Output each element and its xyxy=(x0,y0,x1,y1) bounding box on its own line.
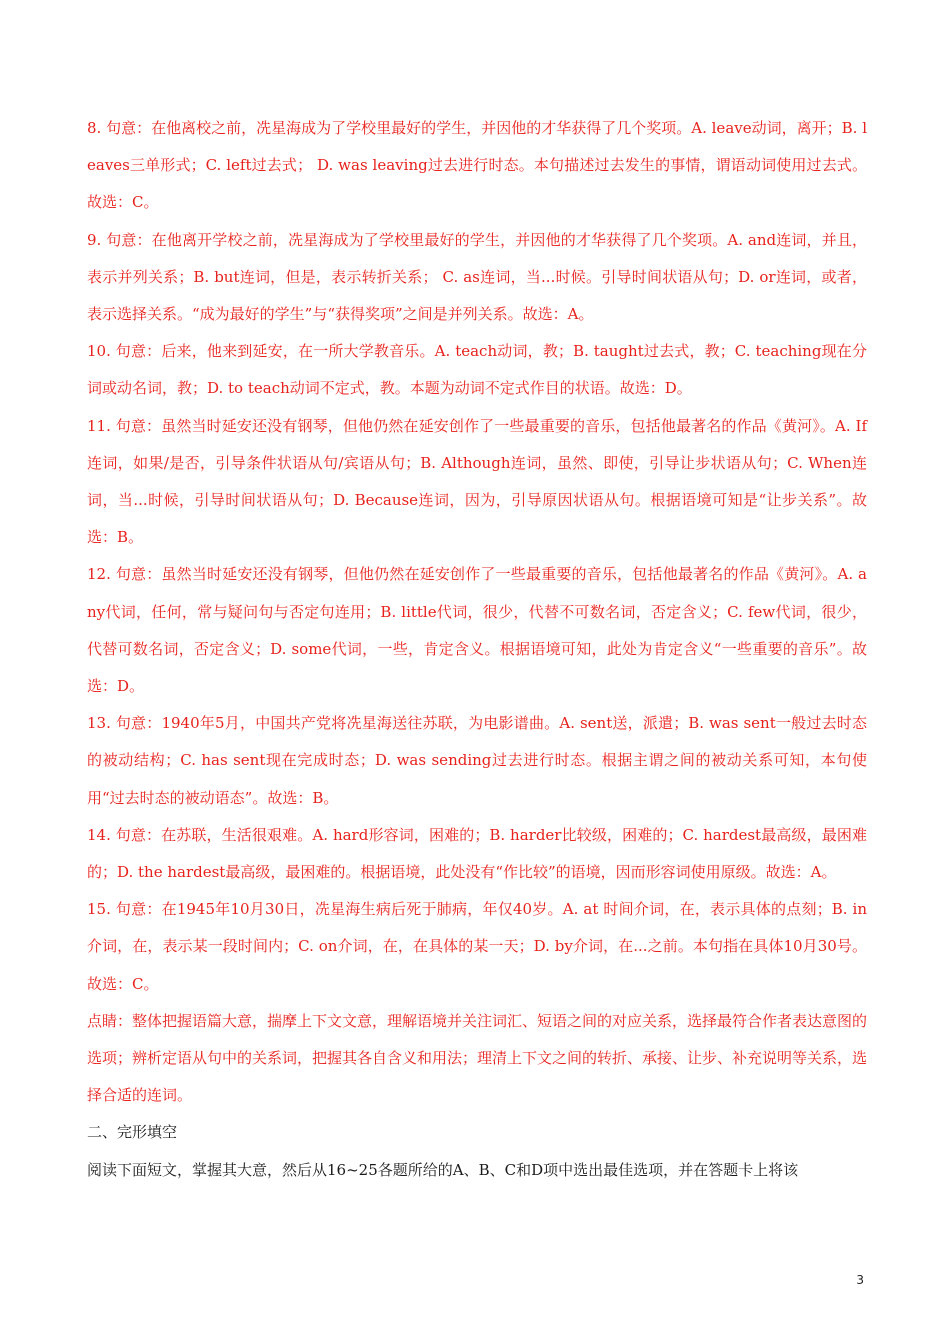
explanation-q15: 15. 句意：在1945年10月30日，冼星海生病后死于肺病，年仅40岁。A. at 时间介词，在，表示具体的点刻；B. in介词，在，表示某一段时间内；C. on介词，在，在具体的某一天；D. by介词，在...之前。本句指在具体10月30号。故选：C。 xyxy=(87,900,867,993)
page-content xyxy=(87,110,867,1189)
explanation-q9: 9. 句意：在他离开学校之前，冼星海成为了学校里最好的学生，并因他的才华获得了几个奖项。A. and连词，并且，表示并列关系；B. but连词，但是，表示转折关系； C. as连词，当...时候。引导时间状语从句；D. or连词，或者，表示选择关系。“成为最好的学生”与“获得奖项”之间是并列关系。故选：A。 xyxy=(87,230,867,324)
explanation-q10: 10. 句意：后来，他来到延安，在一所大学教音乐。A. teach动词，教；B. taught过去式，教；C. teaching现在分词或动名词，教；D. to teach动词不定式，教。本题为动词不定式作目的状语。故选：D。 xyxy=(87,342,867,398)
explanation-q11: 11. 句意：虽然当时延安还没有钢琴，但他仍然在延安创作了一些最重要的音乐，包括他最著名的作品《黄河》。A. If 连词，如果/是否，引导条件状语从句/宾语从句；B. Although连词，虽然、即使，引导让步状语从句；C. When连词，当...时候，引导时间状语从句；D. Because连词，因为，引导原因状语从句。根据语境可知是“让步关系”。故选：B。 xyxy=(87,416,867,547)
explanation-q8: 8. 句意：在他离校之前，冼星海成为了学校里最好的学生，并因他的才华获得了几个奖项。A. leave动词，离开；B. leaves三单形式；C. left过去式； D. was leaving过去进行时态。本句描述过去发生的事情，谓语动词使用过去式。故选：C。 xyxy=(87,119,867,212)
page-number: 3 xyxy=(856,1273,864,1287)
explanation-q12: 12. 句意：虽然当时延安还没有钢琴，但他仍然在延安创作了一些最重要的音乐，包括他最著名的作品《黄河》。A. any代词，任何，常与疑问句与否定句连用；B. little代词，很少，代替不可数名词，否定含义；C. few代词，很少，代替可数名词，否定含义；D. some代词，一些，肯定含义。根据语境可知，此处为肯定含义“一些重要的音乐”。故选：D。 xyxy=(87,565,867,696)
key-points-note: 点睛：整体把握语篇大意，揣摩上下文文意，理解语境并关注词汇、短语之间的对应关系，选择最符合作者表达意图的选项；辨析定语从句中的关系词，把握其各自含义和用法；理清上下文之间的转折、承接、让步、补充说明等关系，选择合适的连词。 xyxy=(87,1011,868,1105)
cloze-instructions: 阅读下面短文，掌握其大意，然后从16~25各题所给的A、B、C和D项中选出最佳选项，并在答题卡上将该 xyxy=(87,1160,799,1179)
section-heading: 二、完形填空 xyxy=(87,1123,178,1142)
explanation-q14: 14. 句意：在苏联，生活很艰难。A. hard形容词，困难的；B. harder比较级，困难的；C. hardest最高级，最困难的；D. the hardest最高级，最困难的。根据语境，此处没有“作比较”的语境，因而形容词使用原级。故选：A。 xyxy=(87,825,867,882)
explanation-q13: 13. 句意：1940年5月，中国共产党将冼星海送往苏联，为电影谱曲。A. sent送，派遣；B. was sent一般过去时态的被动结构；C. has sent现在完成时态；D. was sending过去进行时态。根据主谓之间的被动关系可知，本句使用“过去时态的被动语态”。故选：B。 xyxy=(87,714,867,807)
